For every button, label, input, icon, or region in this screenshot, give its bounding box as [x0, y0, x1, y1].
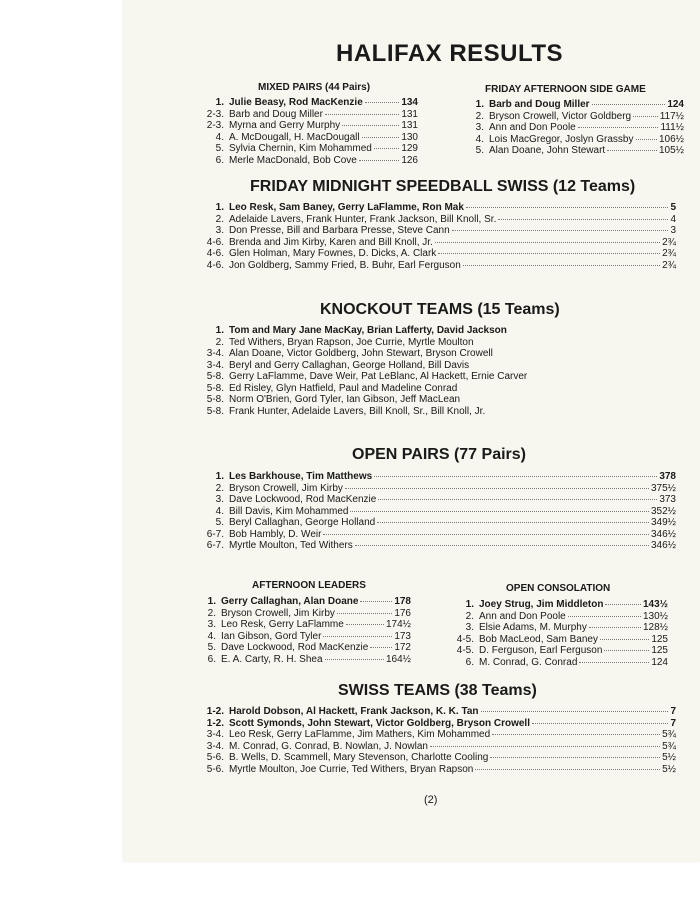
- result-row: [196, 517, 676, 529]
- result-names: Harold Dobson, Al Hackett, Frank Jackson, K. K. Tan: [229, 706, 479, 717]
- result-names: Bryson Crowell, Jim Kirby: [221, 607, 335, 619]
- result-rank: 1-2.: [206, 706, 224, 717]
- result-rank: 5-8.: [206, 382, 224, 394]
- result-rank: 1.: [207, 596, 216, 607]
- result-names: Glen Holman, Mary Fownes, D. Dicks, A. Clark: [229, 248, 437, 259]
- result-row: [196, 237, 676, 249]
- dot-leader: [360, 601, 392, 602]
- result-row: [196, 214, 676, 226]
- result-names: Frank Hunter, Adelaide Lavers, Bill Knoll, Sr., Bill Knoll, Jr.: [229, 405, 486, 417]
- result-rank: 5-8.: [206, 394, 224, 405]
- result-row: [464, 145, 684, 157]
- side-game-list: [464, 99, 684, 157]
- result-score: 130: [401, 131, 418, 143]
- result-rank: 3.: [215, 225, 224, 236]
- result-rank: 1.: [215, 325, 224, 336]
- result-rank: 5.: [207, 642, 216, 653]
- result-score: 134: [401, 97, 418, 108]
- result-row: [196, 642, 411, 654]
- result-names: Lois MacGregor, Joslyn Grassby: [489, 133, 634, 145]
- result-row: [450, 599, 668, 611]
- dot-leader: [438, 253, 660, 254]
- dot-leader: [325, 659, 384, 660]
- result-row: [196, 706, 676, 718]
- result-score: 173: [394, 630, 411, 642]
- dot-leader: [346, 624, 384, 625]
- result-row: [464, 99, 684, 111]
- result-rank: 6.: [465, 656, 474, 668]
- result-score: 125: [651, 645, 668, 656]
- result-names: B. Wells, D. Scammell, Mary Stevenson, Charlotte Cooling: [229, 752, 489, 763]
- result-names: Alan Doane, John Stewart: [489, 145, 606, 156]
- result-row: [450, 634, 668, 646]
- result-score: 143½: [642, 599, 668, 610]
- result-score: 176: [394, 607, 411, 619]
- result-rank: 3-4.: [206, 348, 224, 359]
- result-rank: 2.: [215, 482, 224, 494]
- result-row: [196, 248, 676, 260]
- result-score: 346½: [650, 540, 676, 551]
- result-names: M. Conrad, G. Conrad, B. Nowlan, J. Nowlan: [229, 740, 428, 752]
- result-names: Sylvia Chernin, Kim Mohammed: [229, 143, 372, 154]
- open-consolation-heading: OPEN CONSOLATION: [506, 583, 611, 594]
- result-score: 346½: [650, 528, 676, 540]
- side-game-heading: FRIDAY AFTERNOON SIDE GAME: [485, 84, 646, 95]
- result-names: Barb and Doug Miller: [489, 99, 590, 110]
- dot-leader: [492, 734, 660, 735]
- result-row: [196, 371, 676, 383]
- result-rank: 1.: [215, 97, 224, 108]
- dot-leader: [604, 650, 649, 651]
- result-names: Ann and Don Poole: [479, 610, 566, 622]
- result-score: 5¾: [662, 740, 676, 752]
- dot-leader: [592, 104, 666, 105]
- result-names: Bryson Crowell, Victor Goldberg: [489, 110, 632, 122]
- result-names: Bob Hambly, D. Weir: [229, 528, 322, 540]
- result-names: Joey Strug, Jim Middleton: [479, 599, 604, 610]
- result-names: A. McDougall, H. MacDougall: [229, 131, 360, 143]
- result-names: Don Presse, Bill and Barbara Presse, Steve Cann: [229, 225, 450, 236]
- result-score: 2¾: [662, 248, 676, 259]
- result-row: [196, 540, 676, 552]
- result-names: M. Conrad, G. Conrad: [479, 656, 578, 668]
- dot-leader: [600, 639, 649, 640]
- dot-leader: [607, 150, 657, 151]
- result-row: [196, 764, 676, 776]
- result-rank: 1.: [465, 599, 474, 610]
- result-score: 131: [401, 108, 418, 120]
- result-score: 352½: [650, 505, 676, 517]
- result-rank: 4.: [215, 505, 224, 517]
- result-score: 3: [670, 225, 676, 236]
- result-names: E. A. Carty, R. H. Shea: [221, 653, 323, 665]
- result-score: 105½: [658, 145, 684, 156]
- result-score: 125: [651, 633, 668, 645]
- speedball-heading: FRIDAY MIDNIGHT SPEEDBALL SWISS (12 Teams): [250, 178, 636, 195]
- dot-leader: [370, 647, 392, 648]
- speedball-list: [196, 202, 676, 271]
- result-rank: 5.: [215, 517, 224, 528]
- result-names: Elsie Adams, M. Murphy: [479, 622, 587, 633]
- result-names: Ed Risley, Glyn Hatfield, Paul and Madeline Conrad: [229, 382, 458, 394]
- result-rank: 2.: [465, 610, 474, 622]
- knockout-heading: KNOCKOUT TEAMS (15 Teams): [320, 301, 560, 318]
- result-row: [196, 729, 676, 741]
- result-names: Myrna and Gerry Murphy: [229, 120, 341, 131]
- result-rank: 4.: [215, 131, 224, 143]
- mixed-pairs-list: [196, 97, 418, 166]
- result-score: 378: [659, 471, 676, 482]
- result-names: Myrtle Moulton, Ted Withers: [229, 540, 353, 551]
- result-score: 174½: [385, 619, 411, 630]
- result-score: 7: [670, 717, 676, 729]
- result-row: [196, 406, 676, 418]
- dot-leader: [374, 148, 399, 149]
- result-row: [196, 741, 676, 753]
- dot-leader: [452, 230, 669, 231]
- dot-leader: [605, 604, 641, 605]
- result-names: Leo Resk, Gerry LaFlamme, Jim Mathers, Kim Mohammed: [229, 729, 491, 740]
- dot-leader: [359, 160, 399, 161]
- result-rank: 4.: [207, 630, 216, 642]
- result-score: 349½: [650, 517, 676, 528]
- result-names: Leo Resk, Sam Baney, Gerry LaFlamme, Ron Mak: [229, 202, 464, 213]
- result-names: Adelaide Lavers, Frank Hunter, Frank Jackson, Bill Knoll, Sr.: [229, 213, 497, 225]
- result-rank: 3-4.: [206, 359, 224, 371]
- result-row: [196, 260, 676, 272]
- result-score: 5: [670, 202, 676, 213]
- result-rank: 3.: [465, 622, 474, 633]
- result-row: [196, 109, 418, 121]
- result-names: Dave Lockwood, Rod MacKenzie: [229, 494, 377, 505]
- result-rank: 6-7.: [206, 540, 224, 551]
- result-row: [196, 471, 676, 483]
- dot-leader: [342, 125, 399, 126]
- result-names: Norm O'Brien, Gord Tyler, Ian Gibson, Jeff MacLean: [229, 394, 461, 405]
- dot-leader: [490, 757, 660, 758]
- result-names: Ian Gibson, Gord Tyler: [221, 630, 322, 642]
- afternoon-leaders-list: [196, 596, 411, 665]
- dot-leader: [578, 127, 659, 128]
- result-rank: 2.: [475, 110, 484, 122]
- dot-leader: [589, 627, 641, 628]
- result-names: Alan Doane, Victor Goldberg, John Stewart, Bryson Crowell: [229, 348, 493, 359]
- result-row: [196, 654, 411, 666]
- result-score: 130½: [642, 610, 668, 622]
- dot-leader: [362, 137, 400, 138]
- result-row: [196, 506, 676, 518]
- result-score: 111½: [660, 122, 684, 133]
- result-row: [464, 122, 684, 134]
- dot-leader: [475, 769, 660, 770]
- dot-leader: [350, 511, 648, 512]
- result-row: [196, 718, 676, 730]
- result-score: 2¾: [662, 259, 676, 271]
- result-rank: 6.: [207, 653, 216, 665]
- result-row: [450, 645, 668, 657]
- result-score: 5½: [662, 752, 676, 763]
- result-rank: 2.: [215, 336, 224, 348]
- result-rank: 3-4.: [206, 729, 224, 740]
- result-row: [196, 143, 418, 155]
- result-names: Merle MacDonald, Bob Cove: [229, 154, 357, 166]
- result-names: Bryson Crowell, Jim Kirby: [229, 482, 343, 494]
- result-row: [196, 631, 411, 643]
- result-names: Ted Withers, Bryan Rapson, Joe Currie, Myrtle Moulton: [229, 336, 474, 348]
- result-rank: 1-2.: [206, 717, 224, 729]
- open-pairs-heading: OPEN PAIRS (77 Pairs): [352, 446, 526, 463]
- result-row: [196, 225, 676, 237]
- result-row: [464, 134, 684, 146]
- afternoon-leaders-heading: AFTERNOON LEADERS: [252, 580, 366, 591]
- result-rank: 4-6.: [206, 259, 224, 271]
- result-names: Brenda and Jim Kirby, Karen and Bill Knoll, Jr.: [229, 236, 433, 248]
- dot-leader: [374, 476, 657, 477]
- result-row: [196, 483, 676, 495]
- result-rank: 5-8.: [206, 371, 224, 382]
- result-row: [196, 132, 418, 144]
- dot-leader: [568, 616, 641, 617]
- open-consolation-list: [450, 599, 668, 668]
- dot-leader: [466, 207, 669, 208]
- result-rank: 5-6.: [206, 763, 224, 775]
- result-score: 129: [401, 143, 418, 154]
- dot-leader: [435, 242, 660, 243]
- open-pairs-list: [196, 471, 676, 552]
- swiss-teams-list: [196, 706, 676, 775]
- result-row: [450, 611, 668, 623]
- dot-leader: [430, 746, 660, 747]
- result-rank: 4-6.: [206, 236, 224, 248]
- result-rank: 1.: [215, 471, 224, 482]
- dot-leader: [463, 265, 660, 266]
- dot-leader: [378, 499, 657, 500]
- result-names: Dave Lockwood, Rod MacKenzie: [221, 642, 369, 653]
- result-row: [196, 529, 676, 541]
- result-score: 126: [401, 154, 418, 166]
- dot-leader: [337, 613, 392, 614]
- result-score: 106½: [658, 133, 684, 145]
- result-row: [196, 619, 411, 631]
- result-row: [196, 596, 411, 608]
- result-names: Leo Resk, Gerry LaFlamme: [221, 619, 344, 630]
- dot-leader: [355, 545, 649, 546]
- result-names: Scott Symonds, John Stewart, Victor Goldberg, Bryson Crowell: [229, 717, 530, 729]
- result-rank: 4.: [475, 133, 484, 145]
- result-names: Julie Beasy, Rod MacKenzie: [229, 97, 363, 108]
- result-row: [196, 494, 676, 506]
- result-names: Tom and Mary Jane MacKay, Brian Lafferty, David Jackson: [229, 325, 507, 336]
- result-rank: 6-7.: [206, 528, 224, 540]
- dot-leader: [481, 711, 669, 712]
- result-row: [196, 383, 676, 395]
- result-score: 5¾: [662, 729, 676, 740]
- result-rank: 5.: [475, 145, 484, 156]
- result-rank: 4-6.: [206, 248, 224, 259]
- result-score: 375½: [650, 482, 676, 494]
- result-score: 117½: [659, 110, 684, 122]
- dot-leader: [532, 723, 668, 724]
- mixed-pairs-heading: MIXED PAIRS (44 Pairs): [258, 82, 371, 93]
- result-rank: 2.: [207, 607, 216, 619]
- result-rank: 2-3.: [206, 108, 224, 120]
- result-score: 172: [394, 642, 411, 653]
- result-rank: 6.: [215, 154, 224, 166]
- result-score: 4: [670, 213, 676, 225]
- result-rank: 3-4.: [206, 740, 224, 752]
- result-score: 7: [670, 706, 676, 717]
- page-title: HALIFAX RESULTS: [336, 40, 564, 67]
- result-row: [196, 325, 676, 337]
- result-names: Gerry Callaghan, Alan Doane: [221, 596, 359, 607]
- result-rank: 4-5.: [456, 645, 474, 656]
- dot-leader: [345, 488, 649, 489]
- result-names: Bill Davis, Kim Mohammed: [229, 505, 349, 517]
- dot-leader: [498, 219, 668, 220]
- result-names: Les Barkhouse, Tim Matthews: [229, 471, 373, 482]
- result-rank: 1.: [475, 99, 484, 110]
- result-row: [196, 120, 418, 132]
- result-row: [196, 97, 418, 109]
- dot-leader: [579, 662, 649, 663]
- result-rank: 5-6.: [206, 752, 224, 763]
- dot-leader: [325, 114, 399, 115]
- result-names: Barb and Doug Miller: [229, 108, 323, 120]
- result-score: 124: [651, 656, 668, 668]
- result-rank: 5.: [215, 143, 224, 154]
- result-row: [196, 155, 418, 167]
- result-rank: 3.: [207, 619, 216, 630]
- result-names: Beryl and Gerry Callaghan, George Holland, Bill Davis: [229, 359, 470, 371]
- result-rank: 4-5.: [456, 633, 474, 645]
- dot-leader: [365, 102, 400, 103]
- result-names: Beryl Callaghan, George Holland: [229, 517, 376, 528]
- result-names: D. Ferguson, Earl Ferguson: [479, 645, 603, 656]
- result-rank: 2.: [215, 213, 224, 225]
- dot-leader: [636, 139, 657, 140]
- result-row: [196, 608, 411, 620]
- dot-leader: [377, 522, 649, 523]
- result-row: [196, 337, 676, 349]
- result-names: Jon Goldberg, Sammy Fried, B. Buhr, Earl Ferguson: [229, 259, 461, 271]
- result-names: Ann and Don Poole: [489, 122, 576, 133]
- result-rank: 3.: [475, 122, 484, 133]
- result-row: [196, 202, 676, 214]
- result-score: 5½: [662, 763, 676, 775]
- knockout-list: [196, 325, 676, 417]
- result-row: [450, 657, 668, 669]
- result-score: 128½: [642, 622, 668, 633]
- result-score: 2¾: [662, 236, 676, 248]
- result-row: [196, 394, 676, 406]
- result-names: Gerry LaFlamme, Dave Weir, Pat LeBlanc, Al Hackett, Ernie Carver: [229, 371, 528, 382]
- result-names: Bob MacLeod, Sam Baney: [479, 633, 598, 645]
- result-rank: 2-3.: [206, 120, 224, 131]
- result-score: 131: [401, 120, 418, 131]
- page-number: (2): [424, 794, 438, 806]
- result-rank: 3.: [215, 494, 224, 505]
- result-score: 178: [394, 596, 411, 607]
- result-names: Myrtle Moulton, Joe Currie, Ted Withers, Bryan Rapson: [229, 763, 474, 775]
- dot-leader: [323, 534, 649, 535]
- dot-leader: [323, 636, 392, 637]
- result-rank: 1.: [215, 202, 224, 213]
- result-score: 373: [659, 494, 676, 505]
- swiss-teams-heading: SWISS TEAMS (38 Teams): [338, 682, 537, 699]
- result-rank: 5-8.: [206, 405, 224, 417]
- dot-leader: [633, 116, 658, 117]
- result-row: [196, 752, 676, 764]
- result-row: [196, 360, 676, 372]
- result-score: 164½: [385, 653, 411, 665]
- result-row: [450, 622, 668, 634]
- result-score: 124: [667, 99, 684, 110]
- result-row: [464, 111, 684, 123]
- result-row: [196, 348, 676, 360]
